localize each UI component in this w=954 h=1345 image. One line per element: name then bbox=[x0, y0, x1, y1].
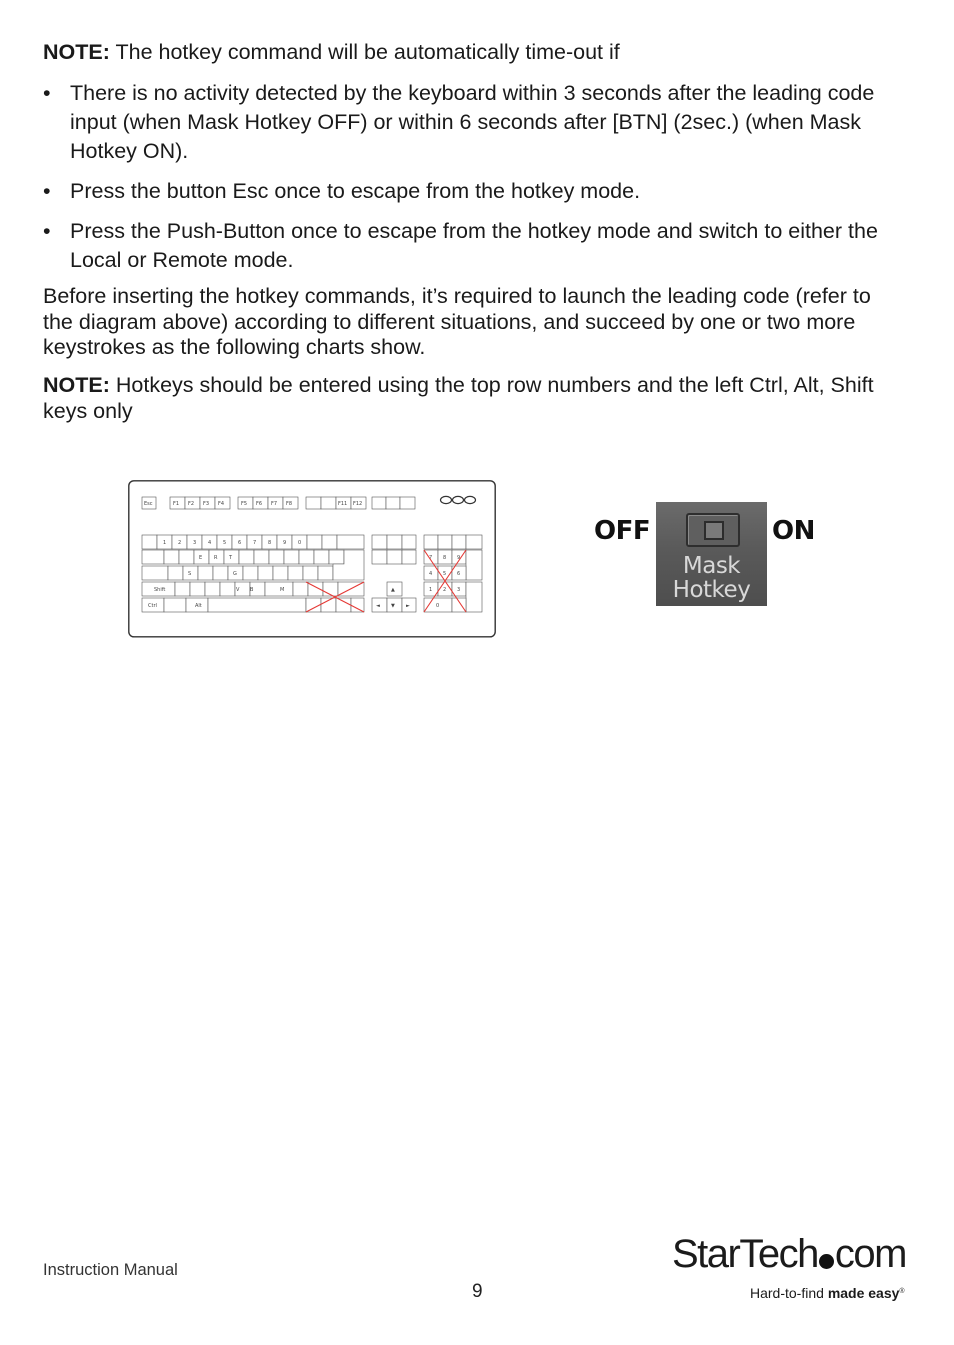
key-label: 5 bbox=[443, 571, 447, 577]
key-label: 0 bbox=[436, 603, 440, 609]
key-label: 0 bbox=[298, 540, 302, 546]
key-np-plus bbox=[466, 550, 482, 580]
key-label: 5 bbox=[223, 540, 227, 546]
key-label: V bbox=[236, 587, 240, 593]
footer-manual-label: Instruction Manual bbox=[43, 1261, 178, 1279]
key-rctrl bbox=[351, 598, 364, 612]
bullet-text: Press the button Esc once to escape from the hotkey mode. bbox=[70, 179, 641, 203]
key-minus bbox=[307, 535, 322, 549]
key-label: S bbox=[188, 571, 192, 577]
list-item bbox=[43, 217, 903, 275]
key-z bbox=[175, 582, 190, 596]
key-label: 6 bbox=[238, 540, 242, 546]
off-label: OFF bbox=[594, 516, 651, 546]
key-h bbox=[243, 566, 258, 580]
key-label: 4 bbox=[208, 540, 212, 546]
leading-code-paragraph: Before inserting the hotkey commands, it’s required to launch the leading code (refer to the diagram above) according to different situations, and succeed by one or two more keystrokes as the following charts show. bbox=[43, 284, 871, 359]
key-np-divide bbox=[438, 535, 452, 549]
key-label: 8 bbox=[268, 540, 272, 546]
key-label: 2 bbox=[443, 587, 447, 593]
key-x bbox=[190, 582, 205, 596]
key-np-minus bbox=[466, 535, 482, 549]
key-np-enter bbox=[466, 582, 482, 612]
key-p bbox=[299, 550, 314, 564]
key-label: F5 bbox=[241, 501, 248, 507]
key-tab bbox=[142, 550, 164, 564]
key-label: F7 bbox=[271, 501, 278, 507]
page-number: 9 bbox=[472, 1281, 483, 1302]
startech-logo bbox=[672, 1232, 912, 1304]
key-numlock bbox=[424, 535, 438, 549]
list-item bbox=[43, 79, 903, 166]
key-label: Ctrl bbox=[148, 603, 157, 609]
key-d bbox=[198, 566, 213, 580]
list-item bbox=[43, 177, 903, 206]
key-label: 3 bbox=[457, 587, 461, 593]
keyboard-diagram bbox=[128, 480, 496, 638]
key-label: F6 bbox=[256, 501, 263, 507]
bullet-mark: • bbox=[43, 81, 51, 105]
key-f10 bbox=[321, 497, 336, 509]
note-text: Hotkeys should be entered using the top row numbers and the left Ctrl, Alt, Shift keys only bbox=[43, 373, 874, 423]
key-np-decimal bbox=[452, 598, 466, 612]
tagline-bold: made easy bbox=[827, 1285, 900, 1301]
arrow-right-icon: ► bbox=[406, 603, 410, 609]
key-u bbox=[254, 550, 269, 564]
key-label: 3 bbox=[193, 540, 197, 546]
logo-dot-icon bbox=[819, 1254, 834, 1269]
switch-icon bbox=[704, 521, 724, 540]
key-c bbox=[205, 582, 220, 596]
key-label: 7 bbox=[253, 540, 257, 546]
key-pgup bbox=[402, 535, 416, 549]
key-label: R bbox=[214, 555, 218, 561]
key-label: F1 bbox=[173, 501, 180, 507]
mask-hotkey-panel bbox=[656, 502, 767, 606]
key-equal bbox=[322, 535, 337, 549]
note-text: The hotkey command will be automatically time-out if bbox=[109, 40, 620, 64]
key-f9 bbox=[306, 497, 321, 509]
on-label: ON bbox=[772, 516, 815, 546]
key-semicolon bbox=[303, 566, 318, 580]
led-numlock bbox=[441, 496, 452, 503]
keyboard-svg bbox=[128, 480, 496, 638]
logo-wordmark bbox=[672, 1232, 906, 1276]
key-label: M bbox=[280, 587, 285, 593]
key-y bbox=[239, 550, 254, 564]
key-prtsc bbox=[372, 497, 386, 509]
key-label: T bbox=[229, 555, 233, 561]
key-label: G bbox=[233, 571, 237, 577]
key-label: Esc bbox=[144, 501, 153, 507]
note-hotkey-keys bbox=[43, 372, 903, 424]
key-delete bbox=[372, 550, 387, 564]
key-label: 6 bbox=[457, 571, 461, 577]
bullet-text: Press the Push-Button once to escape from the hotkey mode and switch to either the Local or Remote mode. bbox=[70, 219, 878, 272]
key-label: 9 bbox=[283, 540, 287, 546]
arrow-down-icon: ▼ bbox=[391, 603, 395, 609]
key-backspace bbox=[337, 535, 364, 549]
key-home bbox=[387, 535, 402, 549]
bullet-mark: • bbox=[43, 219, 51, 243]
key-scrlk bbox=[386, 497, 400, 509]
timeout-bullet-list bbox=[43, 79, 903, 286]
key-pgdn bbox=[402, 550, 416, 564]
bullet-text: There is no activity detected by the keyboard within 3 seconds after the leading code input (when Mask Hotkey OFF) or within 6 seconds after [BTN] (2sec.) (when Mask Hotkey ON). bbox=[70, 81, 875, 163]
key-i bbox=[269, 550, 284, 564]
key-label: B bbox=[250, 587, 254, 593]
mask-text-line1: Mask bbox=[682, 553, 741, 579]
note-label: NOTE: bbox=[43, 40, 110, 64]
key-label: Alt bbox=[195, 603, 202, 609]
key-m bbox=[265, 582, 293, 596]
registered-mark: ® bbox=[899, 1288, 905, 1295]
key-label: E bbox=[199, 555, 203, 561]
key-label: 8 bbox=[443, 555, 447, 561]
key-v bbox=[220, 582, 235, 596]
note-label: NOTE: bbox=[43, 373, 110, 397]
key-q bbox=[164, 550, 179, 564]
key-label: 9 bbox=[457, 555, 461, 561]
key-label: 2 bbox=[178, 540, 182, 546]
led-scrolllock bbox=[465, 496, 476, 503]
key-label: 7 bbox=[429, 555, 433, 561]
key-label: F8 bbox=[286, 501, 293, 507]
key-pause bbox=[400, 497, 415, 509]
key-label: F2 bbox=[188, 501, 195, 507]
key-np-multiply bbox=[452, 535, 466, 549]
key-lbracket bbox=[314, 550, 329, 564]
key-l bbox=[288, 566, 303, 580]
key-slash bbox=[323, 582, 338, 596]
key-label: Shift bbox=[154, 587, 166, 593]
key-quote bbox=[318, 566, 333, 580]
key-w bbox=[179, 550, 194, 564]
logo-tagline bbox=[750, 1283, 905, 1302]
key-label: F4 bbox=[218, 501, 225, 507]
key-rwin bbox=[336, 598, 351, 612]
key-f bbox=[213, 566, 228, 580]
mask-text-line2: Hotkey bbox=[672, 577, 751, 603]
key-win bbox=[164, 598, 186, 612]
key-o bbox=[284, 550, 299, 564]
key-a bbox=[168, 566, 183, 580]
key-label: 1 bbox=[163, 540, 167, 546]
bullet-mark: • bbox=[43, 179, 51, 203]
key-backtick bbox=[142, 535, 157, 549]
key-label: F11 bbox=[338, 501, 348, 507]
key-label: 4 bbox=[429, 571, 433, 577]
key-caps bbox=[142, 566, 168, 580]
key-label: 1 bbox=[429, 587, 433, 593]
arrow-left-icon: ◄ bbox=[376, 603, 380, 609]
logo-brand-left: StarTech bbox=[672, 1232, 818, 1276]
note-timeout bbox=[43, 38, 903, 67]
key-end bbox=[387, 550, 402, 564]
led-capslock bbox=[453, 496, 464, 503]
key-label: F12 bbox=[353, 501, 363, 507]
tagline-regular: Hard-to-find bbox=[750, 1285, 828, 1301]
key-insert bbox=[372, 535, 387, 549]
key-label: F3 bbox=[203, 501, 210, 507]
key-rbracket bbox=[329, 550, 344, 564]
key-comma bbox=[293, 582, 308, 596]
key-k bbox=[273, 566, 288, 580]
logo-brand-right: com bbox=[834, 1232, 906, 1276]
key-space bbox=[208, 598, 306, 612]
arrow-up-icon: ▲ bbox=[391, 587, 395, 593]
mask-hotkey-switch bbox=[594, 502, 824, 608]
key-j bbox=[258, 566, 273, 580]
mask-hotkey-button bbox=[686, 513, 740, 547]
